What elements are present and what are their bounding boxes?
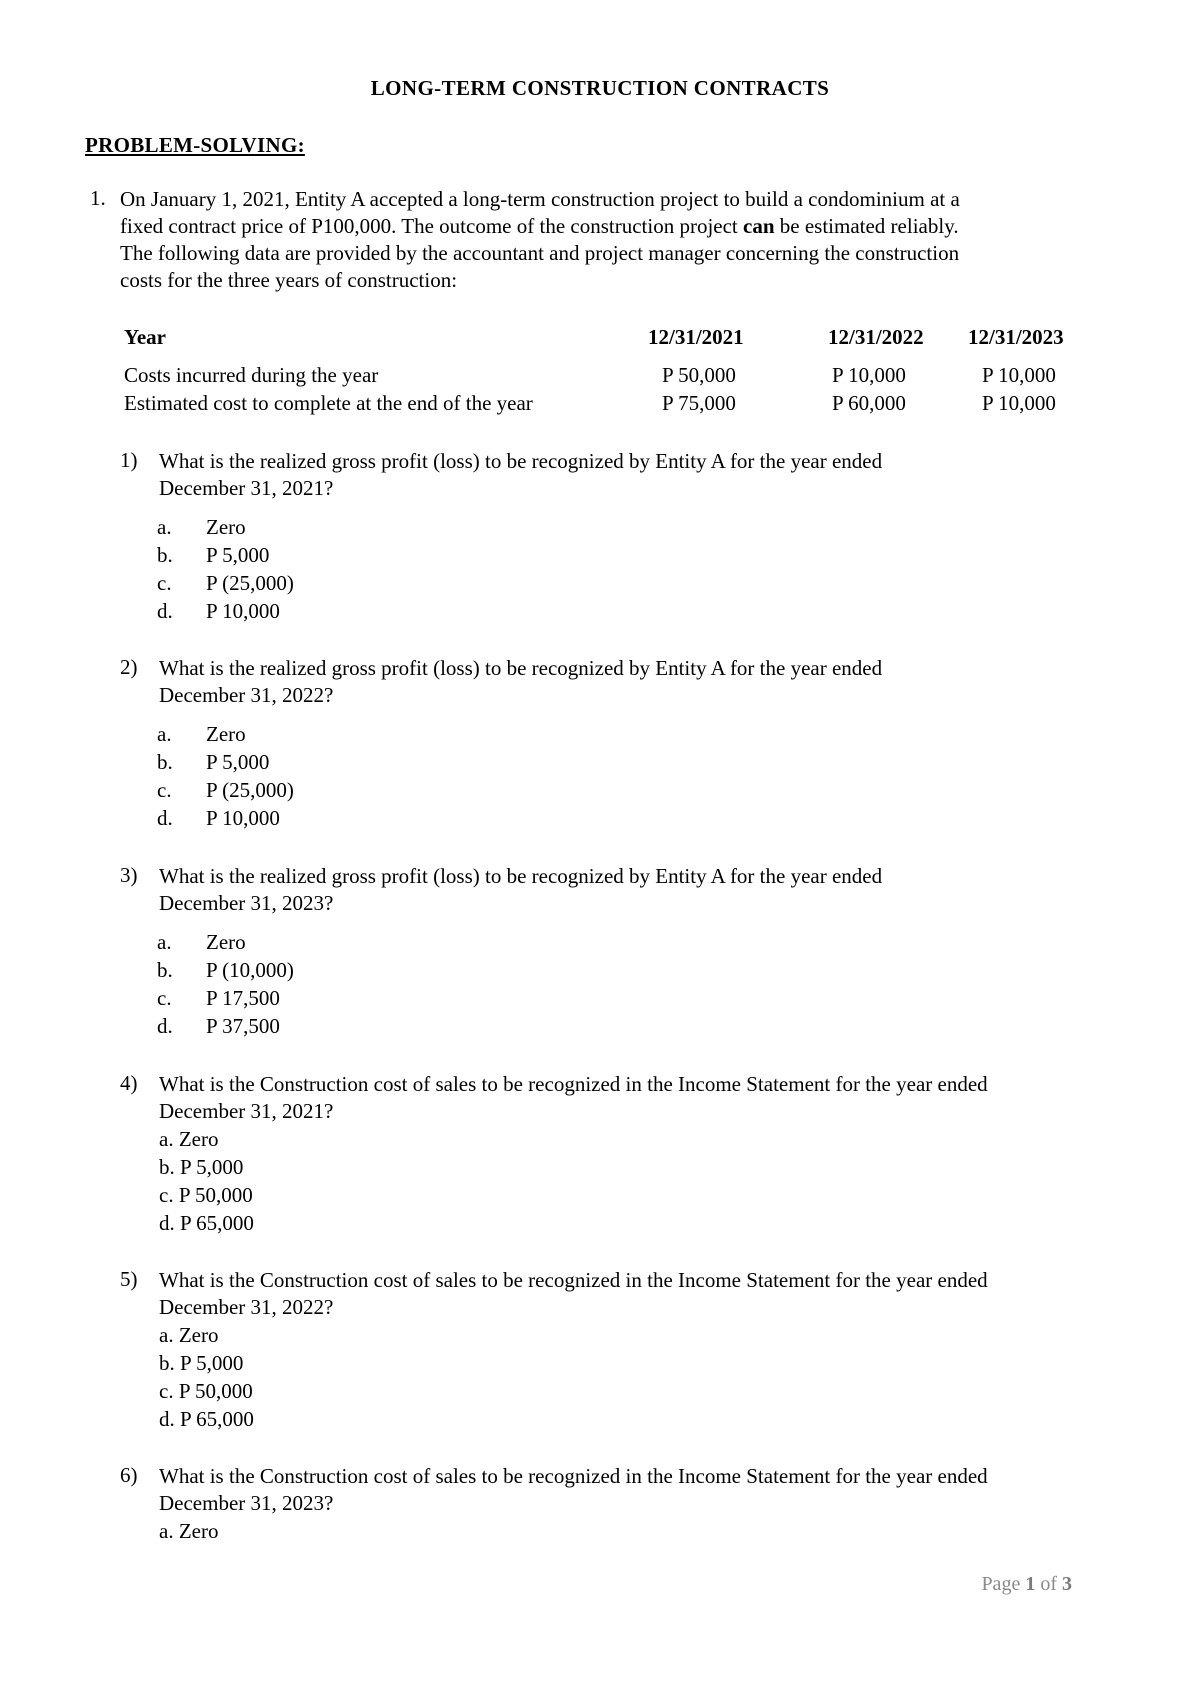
option-item: d. P 65,000 — [159, 1211, 254, 1235]
emphasis-can: can — [743, 214, 775, 238]
option-letter: a. — [157, 930, 172, 954]
section-heading: PROBLEM-SOLVING: — [85, 133, 305, 157]
question-text: What is the Construction cost of sales to be recognized in the Income Statement for the year ended December 31, 2021? — [159, 1072, 988, 1123]
option-item: c. P 50,000 — [159, 1183, 253, 1207]
option-letter: d. — [157, 599, 173, 623]
option-item: a. Zero — [159, 1127, 219, 1151]
option-item: d. P 65,000 — [159, 1407, 254, 1431]
option-text: P (25,000) — [206, 778, 294, 802]
table-header-2022: 12/31/2022 — [828, 325, 924, 349]
option-text: P 10,000 — [206, 599, 280, 623]
option-letter: c. — [157, 571, 172, 595]
option-text: P 5,000 — [206, 750, 270, 774]
option-text: Zero — [206, 722, 246, 746]
option-letter: c. — [157, 778, 172, 802]
table-cell: P 10,000 — [982, 391, 1056, 415]
question-text: What is the Construction cost of sales to be recognized in the Income Statement for the year ended December 31, 2022? — [159, 1268, 988, 1319]
option-text: P (25,000) — [206, 571, 294, 595]
option-letter: a. — [157, 722, 172, 746]
option-letter: b. — [157, 958, 173, 982]
problem-number: 1. — [90, 186, 106, 210]
option-item: b. P 5,000 — [159, 1155, 244, 1179]
table-header-year: Year — [124, 325, 166, 349]
question-text: What is the realized gross profit (loss) to be recognized by Entity A for the year ended December 31, 2023? — [159, 864, 883, 915]
option-letter: b. — [157, 750, 173, 774]
option-text: P 10,000 — [206, 806, 280, 830]
table-cell: P 10,000 — [832, 363, 906, 387]
option-letter: a. — [157, 515, 172, 539]
table-row-label: Estimated cost to complete at the end of the year — [124, 391, 533, 415]
option-text: P 5,000 — [206, 543, 270, 567]
question-number: 2) — [120, 655, 138, 679]
option-text: Zero — [206, 930, 246, 954]
option-letter: d. — [157, 806, 173, 830]
option-text: P (10,000) — [206, 958, 294, 982]
option-item: a. Zero — [159, 1519, 219, 1543]
table-cell: P 75,000 — [662, 391, 736, 415]
table-header-2023: 12/31/2023 — [968, 325, 1064, 349]
problem-line: The following data are provided by the accountant and project manager concerning the construction — [120, 241, 960, 265]
problem-line: costs for the three years of construction: — [120, 268, 458, 292]
table-cell: P 10,000 — [982, 363, 1056, 387]
option-letter: b. — [157, 543, 173, 567]
table-cell: P 50,000 — [662, 363, 736, 387]
option-item: a. Zero — [159, 1323, 219, 1347]
option-item: b. P 5,000 — [159, 1351, 244, 1375]
table-header-2021: 12/31/2021 — [648, 325, 744, 349]
option-item: c. P 50,000 — [159, 1379, 253, 1403]
question-number: 6) — [120, 1463, 138, 1487]
option-letter: c. — [157, 986, 172, 1010]
page-number: Page 1 of 3 — [981, 1573, 1072, 1595]
problem-line: On January 1, 2021, Entity A accepted a long-term construction project to build a condominium at a — [120, 187, 960, 211]
problem-line: fixed contract price of P100,000. The outcome of the construction project can be estimated reliably. — [120, 214, 959, 238]
question-number: 4) — [120, 1071, 138, 1095]
problem-statement — [120, 186, 1120, 294]
option-text: Zero — [206, 515, 246, 539]
question-number: 5) — [120, 1267, 138, 1291]
document-title: LONG-TERM CONSTRUCTION CONTRACTS — [370, 76, 830, 100]
table-cell: P 60,000 — [832, 391, 906, 415]
question-number: 3) — [120, 863, 138, 887]
option-letter: d. — [157, 1014, 173, 1038]
question-number: 1) — [120, 448, 138, 472]
question-text: What is the Construction cost of sales to be recognized in the Income Statement for the year ended December 31, 2023? — [159, 1464, 988, 1515]
question-text: What is the realized gross profit (loss) to be recognized by Entity A for the year ended December 31, 2021? — [159, 449, 883, 500]
table-row-label: Costs incurred during the year — [124, 363, 379, 387]
option-text: P 37,500 — [206, 1014, 280, 1038]
question-text: What is the realized gross profit (loss) to be recognized by Entity A for the year ended December 31, 2022? — [159, 656, 883, 707]
option-text: P 17,500 — [206, 986, 280, 1010]
